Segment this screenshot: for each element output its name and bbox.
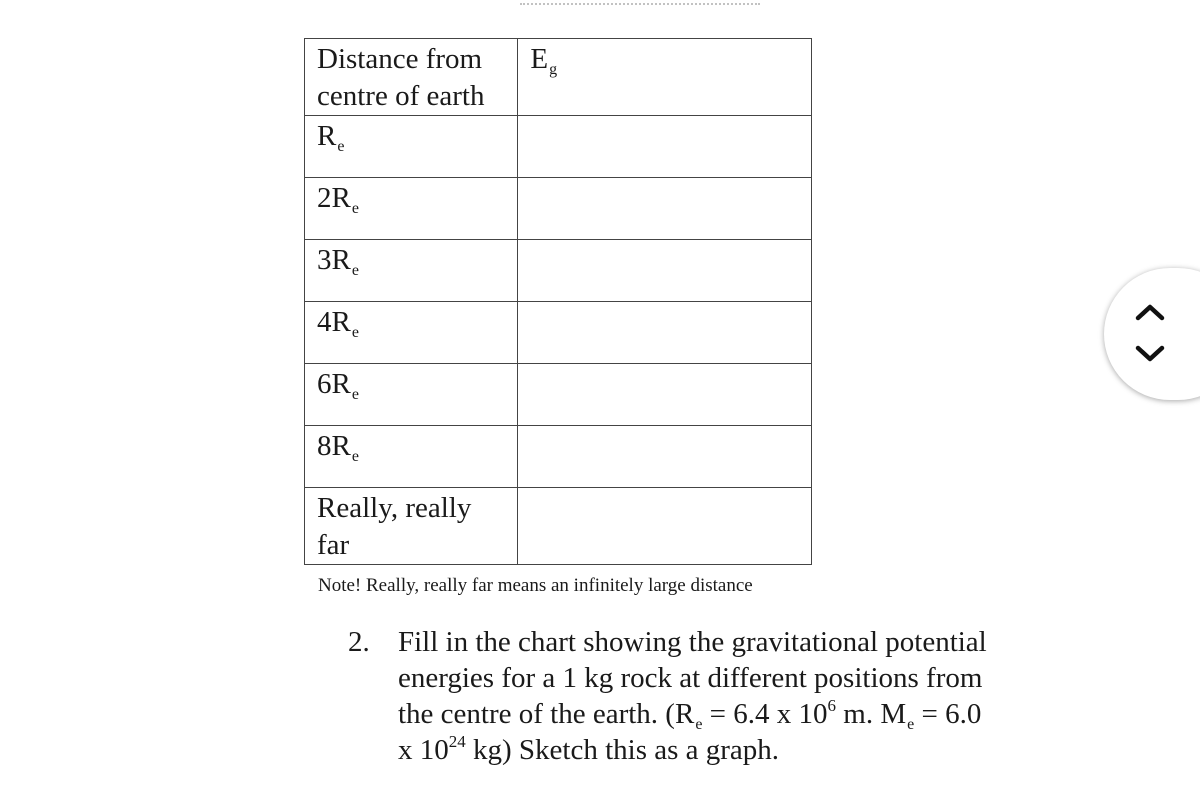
- distance-cell: $4R_e$: [305, 302, 518, 364]
- cropped-text-fragment: [520, 0, 760, 5]
- table-row: [305, 116, 812, 178]
- chevron-up-icon[interactable]: [1126, 292, 1174, 332]
- table-row: [305, 178, 812, 240]
- chevron-down-icon[interactable]: [1126, 334, 1174, 374]
- table-row: [305, 426, 812, 488]
- table-row: [305, 240, 812, 302]
- distance-cell: $R_e$: [305, 116, 518, 178]
- distance-cell: $6R_e$: [305, 364, 518, 426]
- distance-cell-far: Really, really far: [305, 488, 518, 565]
- energy-cell[interactable]: [518, 426, 812, 488]
- table-row: [305, 364, 812, 426]
- energy-cell[interactable]: [518, 488, 812, 565]
- distance-cell: $3R_e$: [305, 240, 518, 302]
- page-nav-control: [1104, 268, 1200, 400]
- header-energy: $E_g$: [518, 39, 812, 116]
- table-row: [305, 302, 812, 364]
- distance-cell: $2R_e$: [305, 178, 518, 240]
- energy-table: [304, 38, 812, 565]
- energy-cell[interactable]: [518, 240, 812, 302]
- table-header-row: [305, 39, 812, 116]
- header-distance: Distance from centre of earth: [305, 39, 518, 116]
- table-row-far: [305, 488, 812, 565]
- question-number: 2.: [348, 626, 370, 658]
- energy-cell[interactable]: [518, 302, 812, 364]
- energy-cell[interactable]: [518, 178, 812, 240]
- table-note: Note! Really, really far means an infinitely large distance: [318, 575, 753, 596]
- energy-cell[interactable]: [518, 364, 812, 426]
- distance-cell: $8R_e$: [305, 426, 518, 488]
- question-2: [348, 624, 988, 768]
- energy-cell[interactable]: [518, 116, 812, 178]
- question-text: Fill in the chart showing the gravitational potential energies for a 1 kg rock at different positions from the centre of the earth. ($R_e = 6.4$ x $10^6$ m. $M_e = 6.0$ x $10^{24}$ kg) Sketch this as a graph.: [398, 626, 987, 766]
